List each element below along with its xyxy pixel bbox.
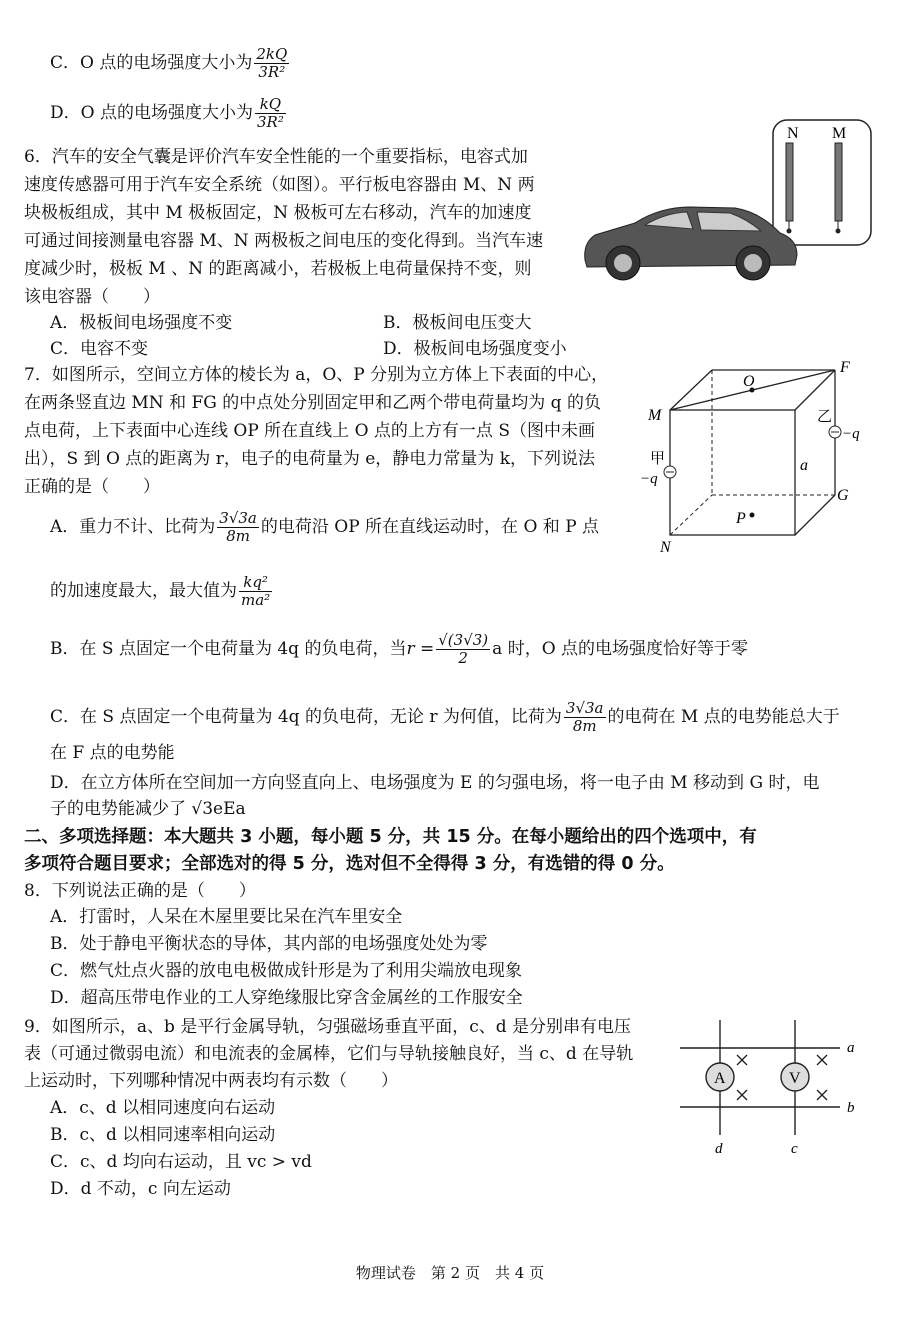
label-a: a bbox=[800, 457, 808, 474]
plate-n-label: N bbox=[787, 125, 799, 142]
q9-rails-figure bbox=[675, 1015, 865, 1160]
section-2-heading-line-1: 二、多项选择题：本大题共 3 小题，每小题 5 分，共 15 分。在每小题给出的四个选项中，有 bbox=[24, 827, 757, 847]
q5-option-d: D．O 点的电场强度大小为 $\frac{kQ}{\text{3R²}}$ bbox=[50, 95, 284, 131]
q7-option-b: B．在 S 点固定一个电荷量为 4q 的负电荷，当r = $\frac{√(3√3)}{2}$ a 时，O 点的电场强度恰好等于零 bbox=[50, 631, 749, 667]
ammeter-label: A bbox=[714, 1070, 726, 1087]
label-a: a bbox=[847, 1040, 855, 1056]
label-f: F bbox=[840, 359, 850, 376]
q8-stem: 8．下列说法正确的是（ ） bbox=[24, 881, 256, 901]
q7-line-4: 出），S 到 O 点的距离为 r，电子的电荷量为 e，静电力常量为 k，下列说法 bbox=[24, 449, 595, 469]
section-2-heading-line-2: 多项符合题目要求；全部选对的得 5 分，选对但不全得得 3 分，有选错的得 0 分。 bbox=[24, 854, 675, 874]
q7-option-d-line-2: 子的电势能减少了 √3eEa bbox=[50, 799, 246, 819]
q7-option-b-fraction: $\frac{√(3√3)}{2}$ bbox=[438, 631, 489, 667]
label-o: O bbox=[743, 373, 755, 390]
label-b: b bbox=[847, 1100, 855, 1116]
q6-option-a: A．极板间电场强度不变 bbox=[50, 313, 233, 333]
q7-option-d-line-1: D．在立方体所在空间加一方向竖直向上、电场强度为 E 的匀强电场，将一电子由 M 移动到 G 时，电 bbox=[50, 773, 820, 793]
q6-line-5: 度减少时，极板 M 、N 的距离减小，若极板上电荷量保持不变，则 bbox=[24, 259, 532, 279]
point-p bbox=[750, 513, 755, 518]
q9-option-b: B．c、d 以相同速率相向运动 bbox=[50, 1125, 276, 1145]
q6-option-b: B．极板间电压变大 bbox=[383, 313, 532, 333]
q9-line-3: 上运动时，下列哪种情况中两表均有示数（ ） bbox=[24, 1071, 398, 1091]
plate-m bbox=[835, 143, 842, 221]
q7-cube-figure bbox=[630, 355, 865, 555]
q7-option-a: A．重力不计、比荷为 $\frac{3√3a}{8m}$ 的电荷沿 OP 所在直线运动时，在 O 和 P 点 bbox=[50, 509, 600, 545]
label-c: c bbox=[791, 1141, 798, 1157]
q7-option-a-max: $\frac{\text{kq²}}{\text{ma²}}$ bbox=[241, 573, 271, 609]
q7-option-a-line-2: 的加速度最大，最大值为 $\frac{\text{kq²}}{\text{ma²}}$ bbox=[50, 573, 271, 609]
page-footer: 物理试卷 第 2 页 共 4 页 bbox=[355, 1264, 545, 1282]
q7-line-3: 点电荷，上下表面中心连线 OP 所在直线上 O 点的上方有一点 S（图中未画 bbox=[24, 421, 595, 441]
plate-n bbox=[786, 143, 793, 221]
label-neg-q-right: −q bbox=[842, 426, 860, 442]
q8-option-d: D．超高压带电作业的工人穿绝缘服比穿含金属丝的工作服安全 bbox=[50, 988, 523, 1008]
label-yi: 乙 bbox=[817, 409, 833, 425]
q9-option-d: D．d 不动，c 向左运动 bbox=[50, 1179, 231, 1199]
q6-line-1: 6．汽车的安全气囊是评价汽车安全性能的一个重要指标，电容式加 bbox=[24, 147, 528, 167]
q7-line-2: 在两条竖直边 MN 和 FG 的中点处分别固定甲和乙两个带电荷量均为 q 的负 bbox=[24, 393, 601, 413]
voltmeter-label: V bbox=[789, 1070, 801, 1087]
q8-option-c: C．燃气灶点火器的放电电极做成针形是为了利用尖端放电现象 bbox=[50, 961, 523, 981]
q7-option-c: C．在 S 点固定一个电荷量为 4q 的负电荷，无论 r 为何值，比荷为 $\frac{3√3a}{8m}$ 的电荷在 M 点的电势能总大于 bbox=[50, 699, 840, 735]
q6-line-2: 速度传感器可用于汽车安全系统（如图）。平行板电容器由 M、N 两 bbox=[24, 175, 535, 195]
q9-option-c: C．c、d 均向右运动，且 vc > vd bbox=[50, 1152, 312, 1172]
q5-option-c-fraction: $\frac{2kQ}{\text{3R²}}$ bbox=[256, 45, 288, 81]
q8-option-b: B．处于静电平衡状态的导体，其内部的电场强度处处为零 bbox=[50, 934, 488, 954]
label-neg-q-left: −q bbox=[640, 471, 658, 487]
q9-option-a: A．c、d 以相同速度向右运动 bbox=[50, 1098, 276, 1118]
label-d: d bbox=[715, 1141, 723, 1157]
q6-line-3: 块极板组成，其中 M 极板固定，N 极板可左右移动，汽车的加速度 bbox=[24, 203, 532, 223]
q6-option-c: C．电容不变 bbox=[50, 339, 149, 359]
q9-line-2: 表（可通过微弱电流）和电流表的金属棒，它们与导轨接触良好，当 c、d 在导轨 bbox=[24, 1044, 634, 1064]
q7-option-c-line-2: 在 F 点的电势能 bbox=[50, 743, 175, 763]
label-p: P bbox=[736, 510, 746, 527]
label-jia: 甲 bbox=[650, 451, 666, 467]
q9-line-1: 9．如图所示，a、b 是平行金属导轨，匀强磁场垂直平面，c、d 是分别串有电压 bbox=[24, 1017, 632, 1037]
q6-line-6: 该电容器（ ） bbox=[24, 287, 160, 307]
plate-m-label: M bbox=[832, 125, 847, 142]
q6-line-4: 可通过间接测量电容器 M、N 两极板之间电压的变化得到。当汽车速 bbox=[24, 231, 544, 251]
q5-option-c: C．O 点的电场强度大小为 $\frac{2kQ}{\text{3R²}}$ bbox=[50, 45, 288, 81]
q6-car-capacitor-figure bbox=[575, 115, 875, 290]
q5-option-d-fraction: $\frac{kQ}{\text{3R²}}$ bbox=[256, 95, 284, 131]
q7-option-a-ratio: $\frac{3√3a}{8m}$ bbox=[219, 509, 257, 545]
label-m: M bbox=[648, 407, 662, 424]
q7-option-c-ratio: $\frac{3√3a}{8m}$ bbox=[565, 699, 604, 735]
label-n: N bbox=[660, 539, 671, 555]
label-g: G bbox=[837, 487, 849, 504]
q7-line-1: 7．如图所示，空间立方体的棱长为 a，O、P 分别为立方体上下表面的中心， bbox=[24, 365, 609, 385]
q8-option-a: A．打雷时，人呆在木屋里要比呆在汽车里安全 bbox=[50, 907, 403, 927]
car-icon bbox=[585, 207, 797, 280]
q6-option-d: D．极板间电场强度变小 bbox=[383, 339, 567, 359]
q7-line-5: 正确的是（ ） bbox=[24, 477, 160, 497]
